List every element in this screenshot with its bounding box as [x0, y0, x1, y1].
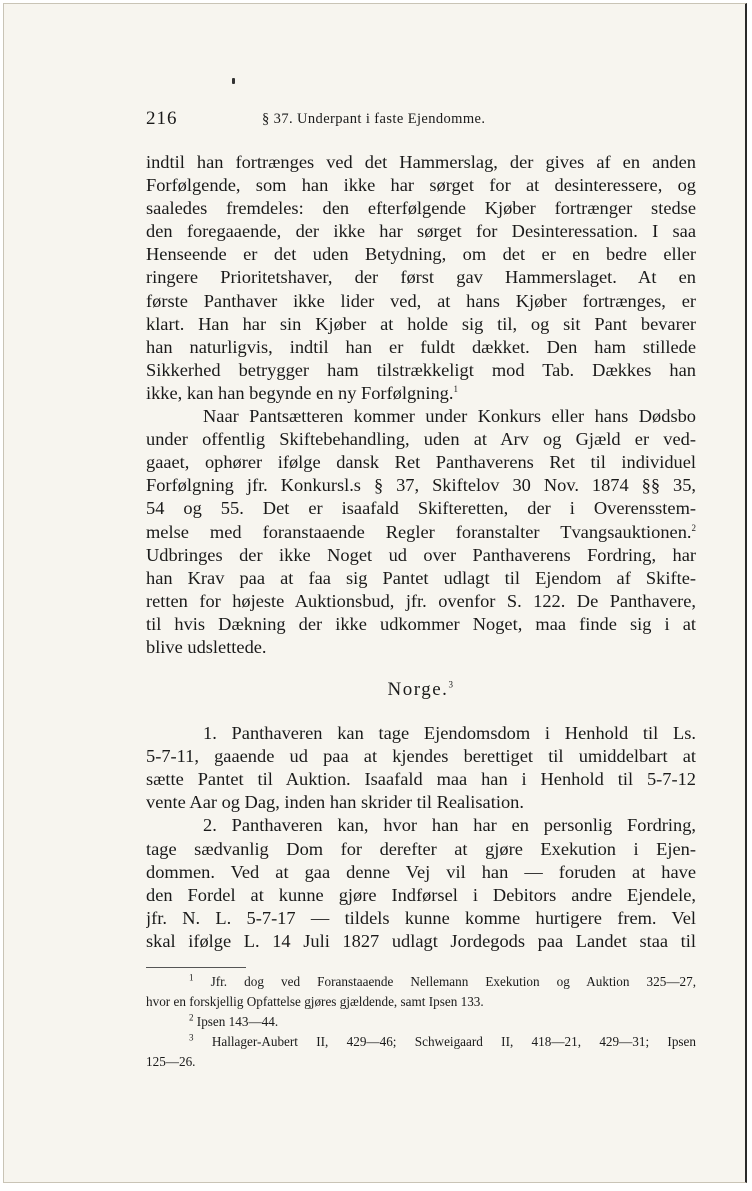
paragraph-4	[146, 814, 696, 953]
heading-text: Norge.	[387, 679, 449, 701]
text-line: Forfølgende, som han ikke har sørget for at desinteressere, og	[146, 175, 696, 196]
text-line: tage sædvanlig Dom for derefter at gjøre Exekution i Ejen-	[146, 838, 696, 859]
text-line: 54 og 55. Det er isaafald Skifteretten, der i Overensstem-	[146, 498, 696, 519]
footnote-line: hvor en forskjellig Opfattelse gjøres gjældende, samt Ipsen 133.	[146, 994, 484, 1009]
line-text: ikke, kan han begynde en ny Forfølgning.	[146, 382, 454, 403]
text-line: første Panthaver ikke lider ved, at hans Kjøber fortrænges, er	[146, 290, 696, 311]
footnotes	[146, 972, 696, 1072]
footnote-ref-1: 1	[453, 383, 458, 394]
footnote-text: Hallager-Aubert II, 429—46; Schweigaard II, 418—21, 429—31; Ipsen	[211, 1034, 696, 1049]
text-line: til hvis Dækning der ikke udkommer Noget, maa finde sig i at	[146, 613, 696, 634]
footnote-line: 125—26.	[146, 1054, 196, 1069]
text-line: den foregaaende, der ikke har sørget for Desinteressation. I saa	[146, 221, 696, 242]
footnote-mark-2: 2	[189, 1012, 194, 1023]
text-line: Udbringes der ikke Noget ud over Panthaverens Fordring, har	[146, 544, 696, 565]
text-line: saaledes fremdeles: den efterfølgende Kjøber fortrænger stedse	[146, 198, 696, 219]
text-line: retten for højeste Auktionsbud, jfr. ovenfor S. 122. De Panthavere,	[146, 590, 696, 611]
page-number: 216	[146, 108, 178, 129]
paragraph-3	[146, 722, 696, 814]
book-page	[3, 3, 747, 1183]
text-line: sætte Pantet til Auktion. Isaafald maa han i Henhold til 5-7-12	[146, 769, 696, 790]
text-line: 2. Panthaveren kan, hvor han har en personlig Fordring,	[203, 815, 696, 836]
text-line: vente Aar og Dag, inden han skrider til Realisation.	[146, 792, 524, 813]
footnote-ref-2: 2	[691, 522, 696, 533]
text-line: 5-7-11, gaaende ud paa at kjendes berettiget til umiddelbart at	[146, 746, 696, 767]
section-heading-norge	[146, 659, 696, 711]
text-line: dommen. Ved at gaa denne Vej vil han — foruden at have	[146, 861, 696, 882]
paragraph-1	[146, 151, 696, 405]
text-line: Sikkerhed betrygger ham tilstrækkeligt mod Tab. Dækkes han	[146, 359, 696, 380]
footnote-1	[146, 972, 696, 992]
footnote-mark-1: 1	[189, 972, 194, 983]
text-line: han Krav paa at faa sig Pantet udlagt til Ejendom af Skifte-	[146, 567, 696, 588]
main-text	[146, 151, 696, 1072]
text-line: gaaet, ophører ifølge dansk Ret Panthaverens Ret til individuel	[146, 452, 696, 473]
text-line: klart. Han har sin Kjøber at holde sig til, og sit Pant bevarer	[146, 313, 696, 334]
paragraph-2	[146, 405, 696, 659]
text-line: blive udslettede.	[146, 636, 267, 657]
text-line: under offentlig Skiftebehandling, uden at Arv og Gjæld er ved-	[146, 429, 696, 450]
line-text: melse med foranstaaende Regler foranstalter Tvangsauktionen.	[146, 521, 692, 542]
footnote-text: Ipsen 143—44.	[196, 1014, 279, 1029]
text-line: Forfølgning jfr. Konkursl.s § 37, Skiftelov 30 Nov. 1874 §§ 35,	[146, 475, 696, 496]
text-line: 1. Panthaveren kan tage Ejendomsdom i Henhold til Ls.	[203, 723, 696, 744]
footnote-3	[146, 1032, 696, 1052]
text-line: jfr. N. L. 5-7-17 — tildels kunne komme hurtigere frem. Vel	[146, 907, 696, 928]
text-line	[146, 382, 696, 405]
text-line: indtil han fortrænges ved det Hammerslag, der gives af en anden	[146, 152, 696, 172]
text-line: skal ifølge L. 14 Juli 1827 udlagt Jordegods paa Landet staa til	[146, 930, 696, 951]
footnote-ref-3: 3	[448, 679, 455, 690]
footnote-2	[146, 1012, 696, 1032]
footnote-mark-3: 3	[189, 1032, 194, 1043]
footnote-text: Jfr. dog ved Foranstaaende Nellemann Exekution og Auktion 325—27,	[210, 974, 696, 989]
text-line: han naturligvis, indtil han er fuldt dækket. Den ham stillede	[146, 336, 696, 357]
text-line	[146, 521, 696, 544]
text-line: den Fordel at kunne gjøre Indførsel i Debitors andre Ejendele,	[146, 884, 696, 905]
footnote-rule	[146, 967, 246, 968]
running-title: § 37. Underpant i faste Ejendomme.	[262, 111, 486, 127]
text-line: Henseende er det uden Betydning, om det er en bedre eller	[146, 244, 696, 265]
ink-speck	[232, 78, 235, 84]
text-line: ringere Prioritetshaver, der først gav Hammerslaget. At en	[146, 267, 696, 288]
text-line: Naar Pantsætteren kommer under Konkurs eller hans Dødsbo	[203, 406, 696, 427]
page-header	[4, 108, 745, 132]
